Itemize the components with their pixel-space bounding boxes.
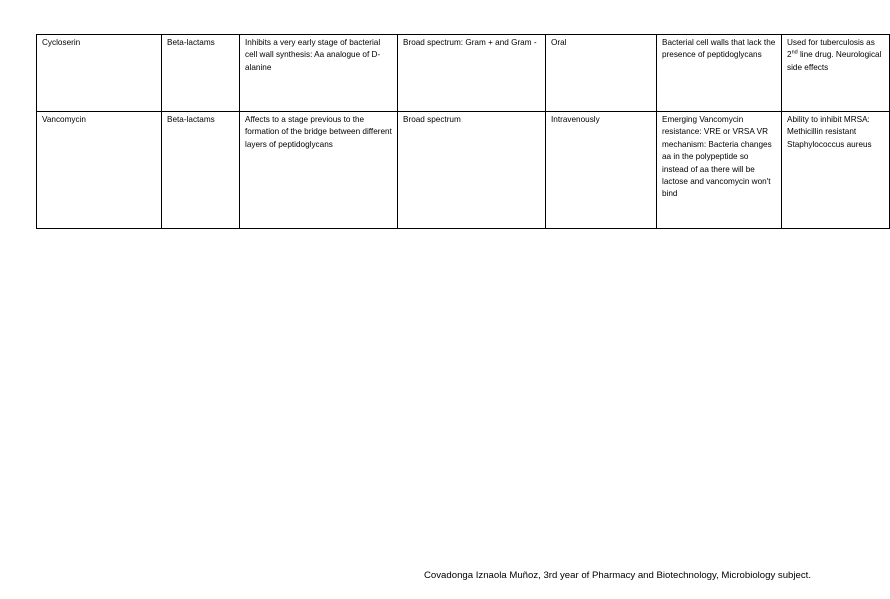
resistance-cell: Bacterial cell walls that lack the presence of peptidoglycans [657, 35, 782, 112]
mechanism-cell: Inhibits a very early stage of bacterial cell wall synthesis: Aa analogue of D-alanine [240, 35, 398, 112]
resistance-cell: Emerging Vancomycin resistance: VRE or VRSA VR mechanism: Bacteria changes aa in the polypeptide so instead of aa there will be lactose and vancomycin won't bind [657, 112, 782, 229]
spectrum-cell: Broad spectrum: Gram + and Gram - [398, 35, 546, 112]
uses-cell [782, 35, 890, 112]
page-footer: Covadonga Iznaola Muñoz, 3rd year of Pharmacy and Biotechnology, Microbiology subject. [424, 570, 811, 581]
drug-name-cell: Vancomycin [37, 112, 162, 229]
administration-cell: Intravenously [546, 112, 657, 229]
drug-class-cell: Beta-lactams [162, 35, 240, 112]
mechanism-cell: Affects to a stage previous to the formation of the bridge between different layers of peptidoglycans [240, 112, 398, 229]
uses-text: Used for tuberculosis as 2 [787, 38, 875, 60]
table-row [37, 112, 890, 229]
uses-cell: Ability to inhibit MRSA: Methicillin resistant Staphylococcus aureus [782, 112, 890, 229]
uses-superscript: nd [791, 49, 798, 56]
drug-class-cell: Beta-lactams [162, 112, 240, 229]
antibiotics-table [36, 34, 890, 229]
administration-cell: Oral [546, 35, 657, 112]
drug-name-cell: Cycloserin [37, 35, 162, 112]
table-row [37, 35, 890, 112]
spectrum-cell: Broad spectrum [398, 112, 546, 229]
uses-text-continued: line drug. Neurological side effects [787, 50, 882, 72]
